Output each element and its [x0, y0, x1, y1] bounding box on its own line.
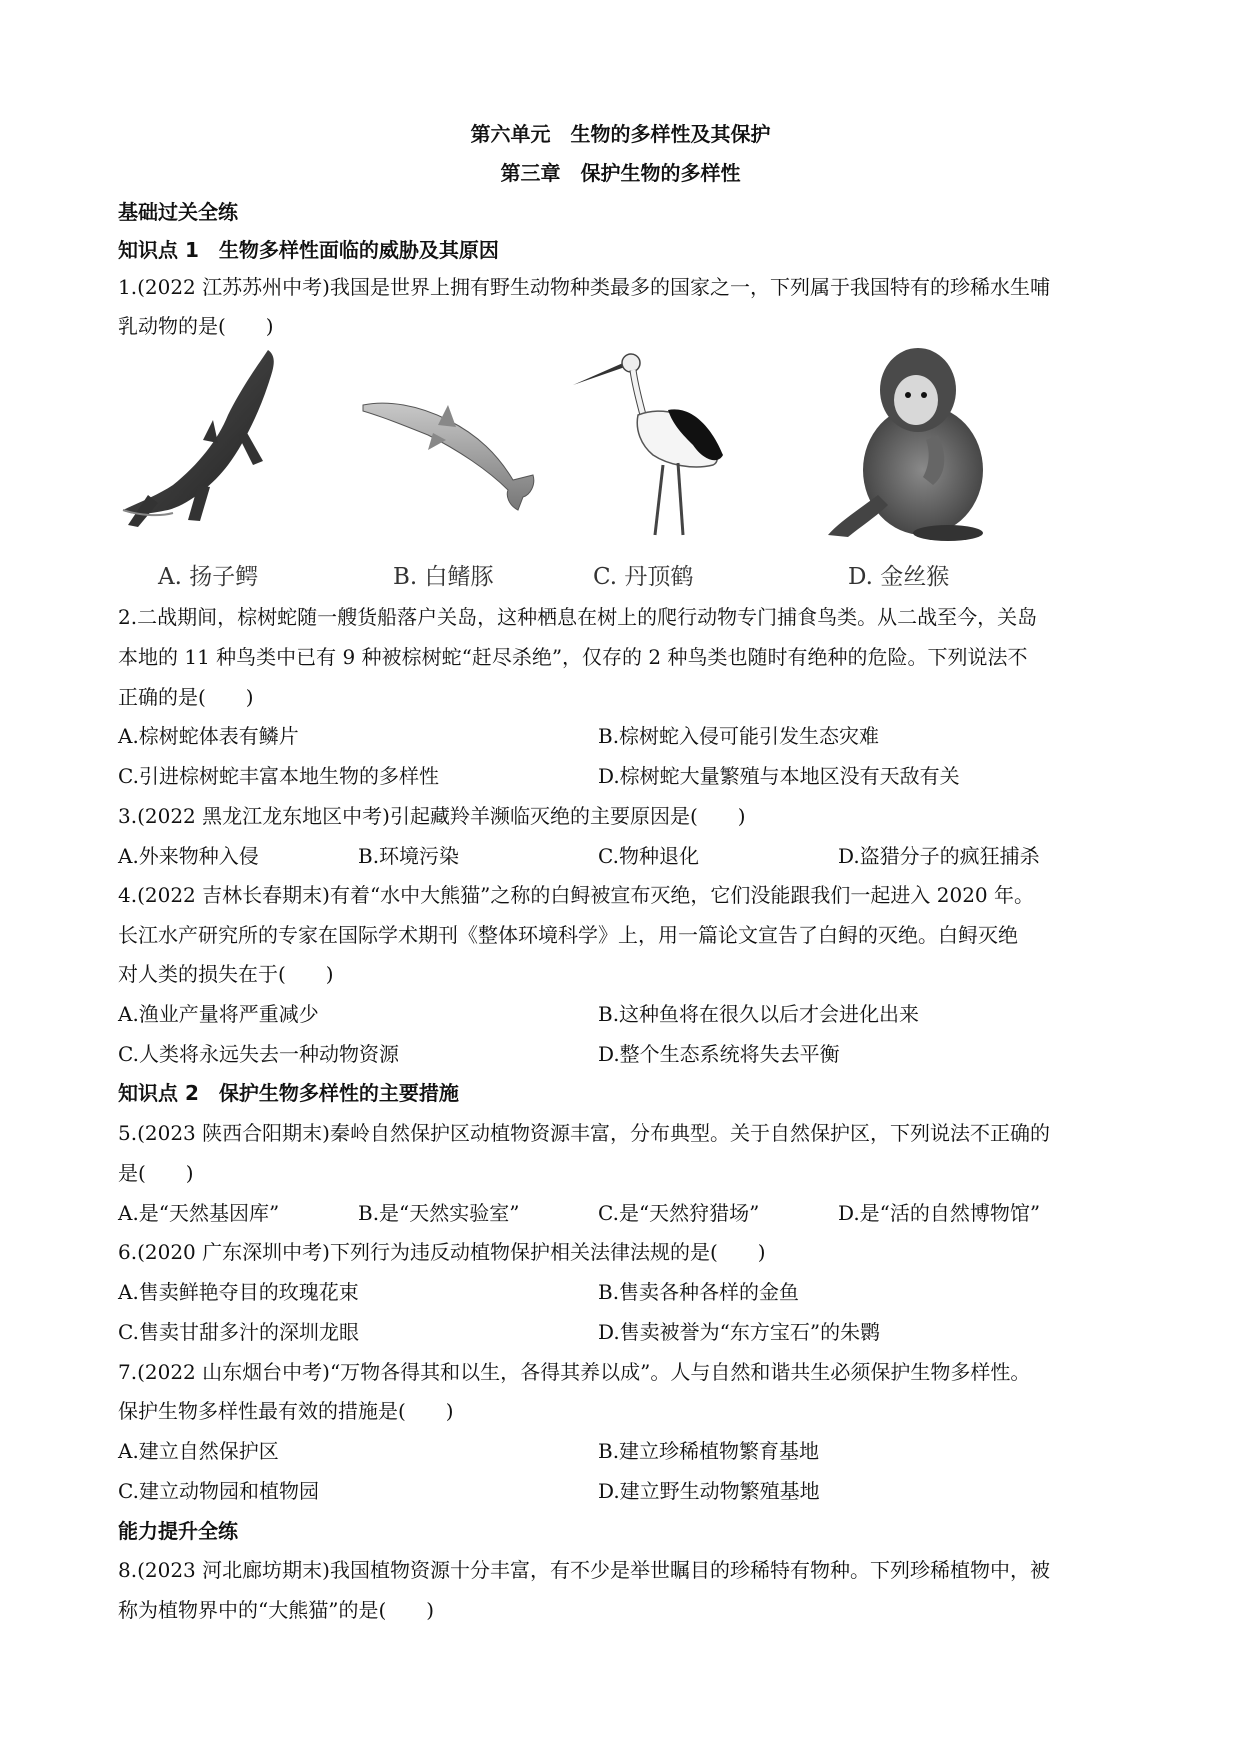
q1-option-b-label: B. 白鳍豚: [393, 564, 494, 590]
q5-option-c[interactable]: C.是“天然狩猎场”: [598, 1201, 760, 1225]
q1-option-a-label: A. 扬子鳄: [158, 564, 259, 590]
q3-option-d[interactable]: D.盗猎分子的疯狂捕杀: [838, 844, 1040, 868]
q7-option-c[interactable]: C.建立动物园和植物园: [118, 1479, 319, 1503]
q5-option-b[interactable]: B.是“天然实验室”: [358, 1201, 520, 1225]
section-advanced: 能力提升全练: [118, 1519, 238, 1543]
q8-stem-line2: 称为植物界中的“大熊猫”的是( ): [118, 1598, 435, 1622]
q1-stem-line1: 1.(2022 江苏苏州中考)我国是世界上拥有野生动物种类最多的国家之一，下列属于我国特有的珍稀水生哺: [118, 275, 1050, 299]
q3-option-c[interactable]: C.物种退化: [598, 844, 699, 868]
q7-stem-line1: 7.(2022 山东烟台中考)“万物各得其和以生，各得其养以成”。人与自然和谐共生必须保护生物多样性。: [118, 1360, 1031, 1384]
q2-option-c[interactable]: C.引进棕树蛇丰富本地生物的多样性: [118, 764, 439, 788]
q8-stem-line1: 8.(2023 河北廊坊期末)我国植物资源十分丰富，有不少是举世瞩目的珍稀特有物种。下列珍稀植物中，被: [118, 1558, 1050, 1582]
q4-option-b[interactable]: B.这种鱼将在很久以后才会进化出来: [598, 1002, 920, 1026]
q1-stem-line2: 乳动物的是( ): [118, 314, 274, 338]
q2-option-b[interactable]: B.棕树蛇入侵可能引发生态灾难: [598, 724, 880, 748]
q5-option-d[interactable]: D.是“活的自然博物馆”: [838, 1201, 1041, 1225]
dolphin-image: [358, 345, 558, 545]
q3-option-b[interactable]: B.环境污染: [358, 844, 460, 868]
q5-option-a[interactable]: A.是“天然基因库”: [118, 1201, 280, 1225]
q1-figure-c: [573, 345, 783, 595]
q1-option-c-label: C. 丹顶鹤: [593, 564, 694, 590]
q2-option-d[interactable]: D.棕树蛇大量繁殖与本地区没有天敌有关: [598, 764, 960, 788]
q2-option-a[interactable]: A.棕树蛇体表有鳞片: [118, 724, 299, 748]
q6-option-a[interactable]: A.售卖鲜艳夺目的玫瑰花束: [118, 1280, 359, 1304]
monkey-image: [818, 345, 1018, 545]
q6-option-b[interactable]: B.售卖各种各样的金鱼: [598, 1280, 800, 1304]
alligator-image: [118, 345, 318, 545]
q1-figure-a: [118, 345, 318, 595]
q4-option-d[interactable]: D.整个生态系统将失去平衡: [598, 1042, 840, 1066]
q4-stem-line1: 4.(2022 吉林长春期末)有着“水中大熊猫”之称的白鲟被宣布灭绝，它们没能跟我们一起进入 2020 年。: [118, 883, 1035, 907]
q3-option-a[interactable]: A.外来物种入侵: [118, 844, 259, 868]
q4-option-c[interactable]: C.人类将永远失去一种动物资源: [118, 1042, 399, 1066]
q2-stem-line3: 正确的是( ): [118, 685, 254, 709]
unit-title: 第六单元 生物的多样性及其保护: [470, 122, 771, 146]
q3-stem-line1: 3.(2022 黑龙江龙东地区中考)引起藏羚羊濒临灭绝的主要原因是( ): [118, 804, 746, 828]
q1-option-d-label: D. 金丝猴: [848, 564, 950, 590]
q7-option-a[interactable]: A.建立自然保护区: [118, 1439, 279, 1463]
q4-stem-line3: 对人类的损失在于( ): [118, 962, 334, 986]
chapter-title: 第三章 保护生物的多样性: [500, 161, 741, 185]
q1-figure-b: [358, 345, 558, 595]
q7-stem-line2: 保护生物多样性最有效的措施是( ): [118, 1399, 454, 1423]
q5-stem-line1: 5.(2023 陕西合阳期末)秦岭自然保护区动植物资源丰富，分布典型。关于自然保护区，下列说法不正确的: [118, 1121, 1050, 1145]
q4-option-a[interactable]: A.渔业产量将严重减少: [118, 1002, 319, 1026]
q1-figure-row: [118, 345, 1018, 595]
q4-stem-line2: 长江水产研究所的专家在国际学术期刊《整体环境科学》上，用一篇论文宣告了白鲟的灭绝。白鲟灭绝: [118, 923, 1018, 947]
q7-option-b[interactable]: B.建立珍稀植物繁育基地: [598, 1439, 820, 1463]
q6-option-d[interactable]: D.售卖被誉为“东方宝石”的朱鹮: [598, 1320, 881, 1344]
q2-stem-line1: 2.二战期间，棕树蛇随一艘货船落户关岛，这种栖息在树上的爬行动物专门捕食鸟类。从二战至今，关岛: [118, 605, 1038, 629]
q7-option-d[interactable]: D.建立野生动物繁殖基地: [598, 1479, 820, 1503]
q5-stem-line2: 是( ): [118, 1161, 194, 1185]
section-kp1: 知识点 1 生物多样性面临的威胁及其原因: [118, 238, 499, 262]
q1-figure-d: [818, 345, 1018, 595]
q6-option-c[interactable]: C.售卖甘甜多汁的深圳龙眼: [118, 1320, 359, 1344]
crane-image: [573, 345, 783, 545]
section-kp2: 知识点 2 保护生物多样性的主要措施: [118, 1081, 459, 1105]
section-basic: 基础过关全练: [118, 200, 238, 224]
q6-stem-line1: 6.(2020 广东深圳中考)下列行为违反动植物保护相关法律法规的是( ): [118, 1240, 766, 1264]
q2-stem-line2: 本地的 11 种鸟类中已有 9 种被棕树蛇“赶尽杀绝”，仅存的 2 种鸟类也随时有绝种的危险。下列说法不: [118, 645, 1028, 669]
